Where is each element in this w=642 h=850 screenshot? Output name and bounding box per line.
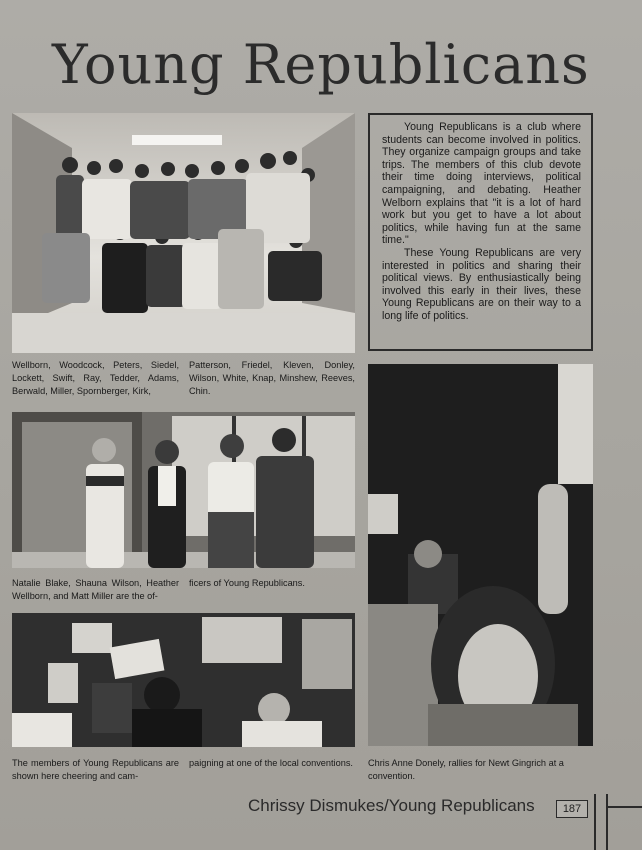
footer-rule-vertical-1 — [594, 794, 596, 850]
portrait-caption: Chris Anne Donely, rallies for Newt Gingrich at a convention. — [368, 758, 564, 781]
story-paragraph-1: Young Republicans is a club where students can become involved in politics. They organize campaign groups and take trips. The members of this club devote their time doing interviews, political campaigning, and debating. Heather Welborn explains that "it is a lot of hard work but you get to have a lot about politics, while having fun at the same time." — [382, 121, 581, 247]
footer-rule-vertical-2 — [606, 794, 608, 850]
story-paragraph-2: These Young Republicans are very interested in politics and sharing their political views. By enthusiastically being involved this early in their lives, these Young Republicans are on their way to a long life of politics. — [382, 246, 581, 322]
footer-credit: Chrissy Dismukes/Young Republicans — [248, 796, 535, 815]
rally-caption-left: The members of Young Republicans are shown here cheering and cam- — [12, 758, 179, 781]
group-photo — [12, 113, 355, 353]
rally-caption-right: paigning at one of the local conventions. — [189, 758, 353, 768]
group-caption-left: Wellborn, Woodcock, Peters, Siedel, Lockett, Swift, Ray, Tedder, Adams, Berwald, Miller, Spornberger, Kirk, — [12, 360, 179, 396]
portrait-photo — [368, 364, 593, 746]
footer-rule-horizontal — [606, 806, 642, 808]
rally-photo — [12, 613, 355, 747]
officers-caption-left: Natalie Blake, Shauna Wilson, Heather Wellborn, and Matt Miller are the of- — [12, 578, 179, 601]
page-title: Young Republicans — [52, 33, 590, 96]
officers-caption-right: ficers of Young Republicans. — [189, 578, 305, 588]
officers-photo — [12, 412, 355, 568]
story-box — [368, 113, 593, 351]
group-caption-right: Patterson, Friedel, Kleven, Donley, Wilson, White, Knap, Minshew, Reeves, Chin. — [189, 360, 355, 396]
page-number: 187 — [556, 800, 588, 818]
